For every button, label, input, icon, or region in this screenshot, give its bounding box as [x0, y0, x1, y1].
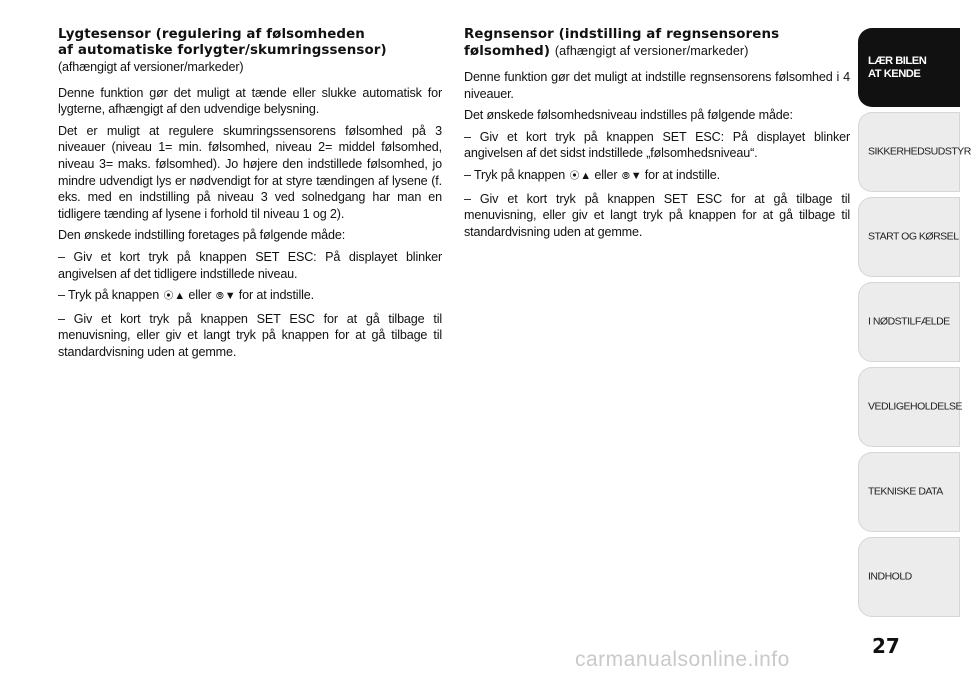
right-column [464, 27, 850, 245]
rain-sensor-paragraph-5: – Giv et kort tryk på knappen SET ESC for at gå tilbage til menuvisning, eller giv et langt tryk på knappen for at gå tilbage til standardvisning uden at gemme. [464, 191, 850, 239]
tab-label: INDHOLD [868, 570, 912, 583]
text-segment: for at indstille. [238, 288, 314, 303]
rain-sensor-paragraph-4 [464, 167, 850, 186]
text-segment: – Tryk på knappen [58, 288, 160, 303]
tab-label: SIKKERHEDSUDSTYR [868, 145, 971, 158]
text-segment: eller [188, 288, 212, 303]
light-stalk-up-icon: ⦿ [569, 170, 580, 182]
rain-sensor-paragraph-1: Denne funktion gør det muligt at indstille regnsensorens følsomhed i 4 niveauer. [464, 70, 850, 101]
rain-sensor-heading [464, 27, 850, 60]
text-segment: eller [594, 167, 618, 182]
rain-sensor-heading-line1: Regnsensor (indstilling af regnsensorens [464, 27, 780, 42]
light-sensor-heading-line1: Lygtesensor (regulering af følsomheden [58, 27, 365, 42]
watermark: carmanualsonline.info [575, 648, 790, 671]
light-sensor-paragraph-2: Det er muligt at regulere skumringssensorens følsomhed på 3 niveauer (niveau 1= min. følsomhed, niveau 2= middel følsomhed, niveau 3= maks. følsomhed). Jo højere den indstillede følsomhed, jo mindre udvendigt lys er nødvendigt for at styre tændingen af lysene (f. eks. med en indstilling på niveau 3 ved solnedgang har man en tidligere tænding af lysene i forhold til niveau 1 og 2). [58, 123, 442, 221]
tab-vedligeholdelse[interactable] [858, 367, 963, 447]
light-stalk-down-icon: ⦾ [621, 170, 630, 182]
page-number: 27 [872, 634, 900, 658]
light-stalk-up-icon: ⦿ [163, 291, 174, 303]
light-sensor-paragraph-1: Denne funktion gør det muligt at tænde eller slukke automatisk for lygterne, afhængigt af den udvendige belysning. [58, 85, 442, 117]
tab-sikkerhedsudstyr[interactable] [858, 112, 971, 192]
light-sensor-subheading: (afhængigt af versioner/markeder) [58, 60, 244, 74]
light-sensor-paragraph-6: – Giv et kort tryk på knappen SET ESC for at gå tilbage til menuvisning, eller giv et langt tryk på knappen for at gå tilbage til standardvisning uden at gemme. [58, 311, 442, 359]
light-sensor-paragraph-4: – Giv et kort tryk på knappen SET ESC: På displayet blinker angivelsen af det tidligere indstillede niveau. [58, 249, 442, 281]
left-column [58, 27, 442, 366]
tab-laer-bilen-at-kende[interactable] [858, 28, 960, 107]
up-arrow-icon: ▲ [174, 290, 186, 303]
tab-label: TEKNISKE DATA [868, 485, 943, 498]
tab-tekniske-data[interactable] [858, 452, 960, 532]
tab-indhold[interactable] [858, 537, 960, 617]
up-arrow-icon: ▲ [580, 169, 592, 182]
tab-i-nodstilfaelde[interactable] [858, 282, 960, 362]
light-stalk-down-icon: ⦾ [215, 291, 224, 303]
rain-sensor-subheading: (afhængigt af versioner/markeder) [554, 44, 749, 58]
chapter-tabs [858, 28, 971, 622]
tab-label: VEDLIGEHOLDELSE [868, 400, 963, 413]
tab-label: LÆR BILEN AT KENDE [868, 54, 927, 80]
light-sensor-heading [58, 27, 442, 59]
text-segment: – Tryk på knappen [464, 167, 566, 182]
rain-sensor-heading-line2: følsomhed) [464, 44, 551, 59]
tab-label: I NØDSTILFÆLDE [868, 315, 950, 328]
rain-sensor-paragraph-2: Det ønskede følsomhedsniveau indstilles på følgende måde: [464, 108, 793, 123]
rain-sensor-paragraph-3: – Giv et kort tryk på knappen SET ESC: På displayet blinker angivelsen af det sidst indstillede „følsomhedsniveau“. [464, 129, 850, 161]
light-sensor-paragraph-5 [58, 287, 442, 306]
down-arrow-icon: ▼ [630, 169, 642, 182]
tab-start-og-korsel[interactable] [858, 197, 960, 277]
light-sensor-heading-line2: af automatiske forlygter/skumringssensor) [58, 43, 387, 58]
tab-label: START OG KØRSEL [868, 230, 959, 243]
light-sensor-paragraph-3: Den ønskede indstilling foretages på følgende måde: [58, 228, 346, 243]
text-segment: for at indstille. [644, 167, 720, 182]
down-arrow-icon: ▼ [224, 290, 236, 303]
